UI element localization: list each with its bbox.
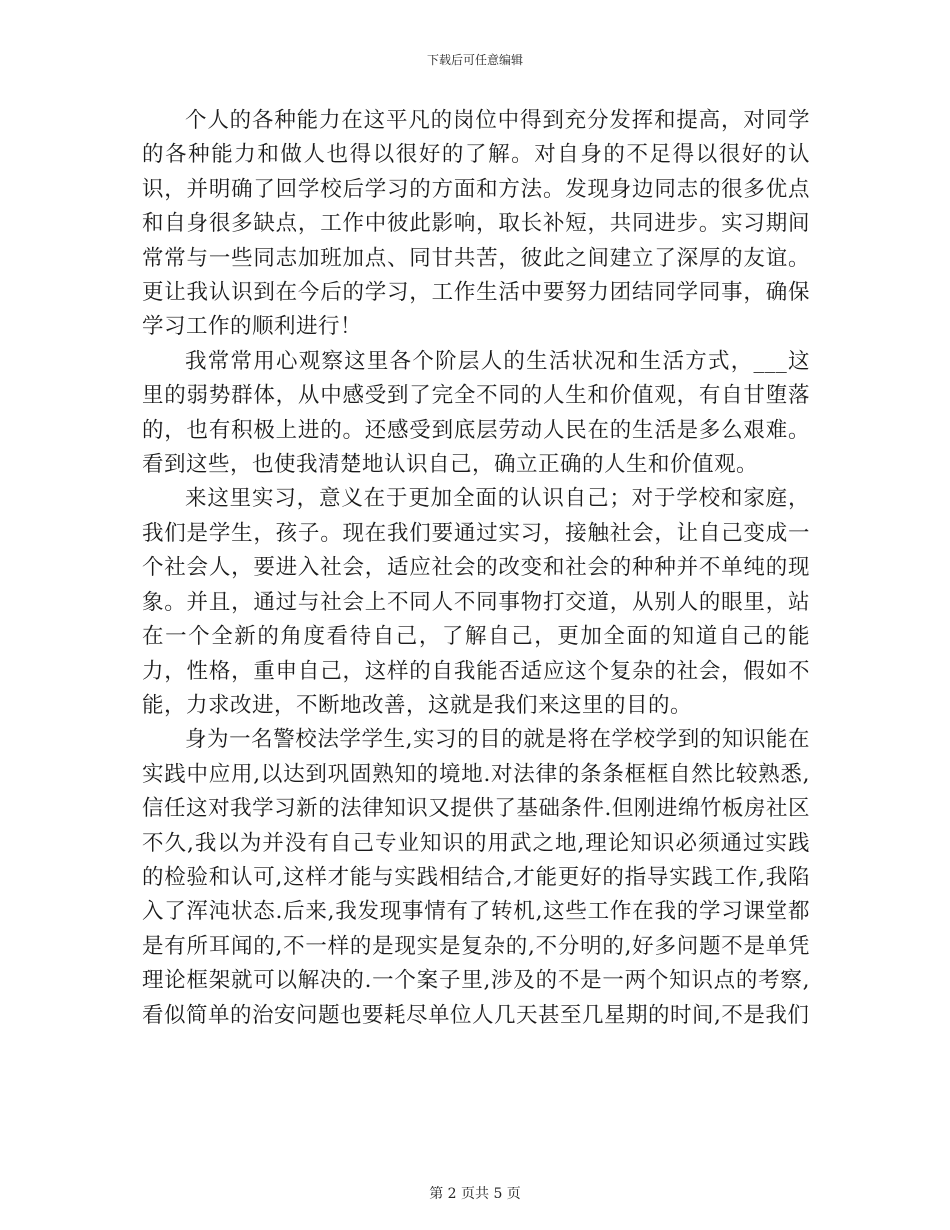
paragraph-3: 来这里实习，意义在于更加全面的认识自己；对于学校和家庭，我们是学生，孩子。现在我们要通过实习，接触社会，让自己变成一个社会人，要进入社会，适应社会的改变和社会的种种并不单纯的现象。并且，通过与社会上不同人不同事物打交道，从别人的眼里，站在一个全新的角度看待自己，了解自己，更加全面的知道自己的能力，性格，重申自己，这样的自我能否适应这个复杂的社会，假如不能，力求改进，不断地改善，这就是我们来这里的目的。 xyxy=(142,486,810,718)
body-text xyxy=(142,104,810,1033)
paragraph-4: 身为一名警校法学学生,实习的目的就是将在学校学到的知识能在实践中应用,以达到巩固熟知的境地.对法律的条条框框自然比较熟悉,信任这对我学习新的法律知识又提供了基础条件.但刚进绵竹板房社区不久,我以为并没有自己专业知识的用武之地,理论知识必须通过实践的检验和认可,这样才能与实践相结合,才能更好的指导实践工作,我陷入了浑沌状态.后来,我发现事情有了转机,这些工作在我的学习课堂都是有所耳闻的,不一样的是现实是复杂的,不分明的,好多问题不是单凭理论框架就可以解决的.一个案子里,涉及的不是一两个知识点的考察,看似简单的治安问题也要耗尽单位人几天甚至几星期的时间,不是我们 xyxy=(142,727,810,1028)
paragraph-2: 我常常用心观察这里各个阶层人的生活状况和生活方式，___这里的弱势群体，从中感受到了完全不同的人生和价值观，有自甘堕落的，也有积极上进的。还感受到底层劳动人民在的生活是多么艰难。看到这些，也使我清楚地认识自己，确立正确的人生和价值观。 xyxy=(142,348,810,478)
paragraph-1: 个人的各种能力在这平凡的岗位中得到充分发挥和提高，对同学的各种能力和做人也得以很好的了解。对自身的不足得以很好的认识，并明确了回学校后学习的方面和方法。发现身边同志的很多优点和自身很多缺点，工作中彼此影响，取长补短，共同进步。实习期间常常与一些同志加班加点、同甘共苦，彼此之间建立了深厚的友谊。更让我认识到在今后的学习，工作生活中要努力团结同学同事，确保学习工作的顺利进行！ xyxy=(142,108,810,340)
page-footer: 第 2 页共 5 页 xyxy=(429,1186,521,1202)
page-header: 下载后可任意编辑 xyxy=(426,53,523,67)
